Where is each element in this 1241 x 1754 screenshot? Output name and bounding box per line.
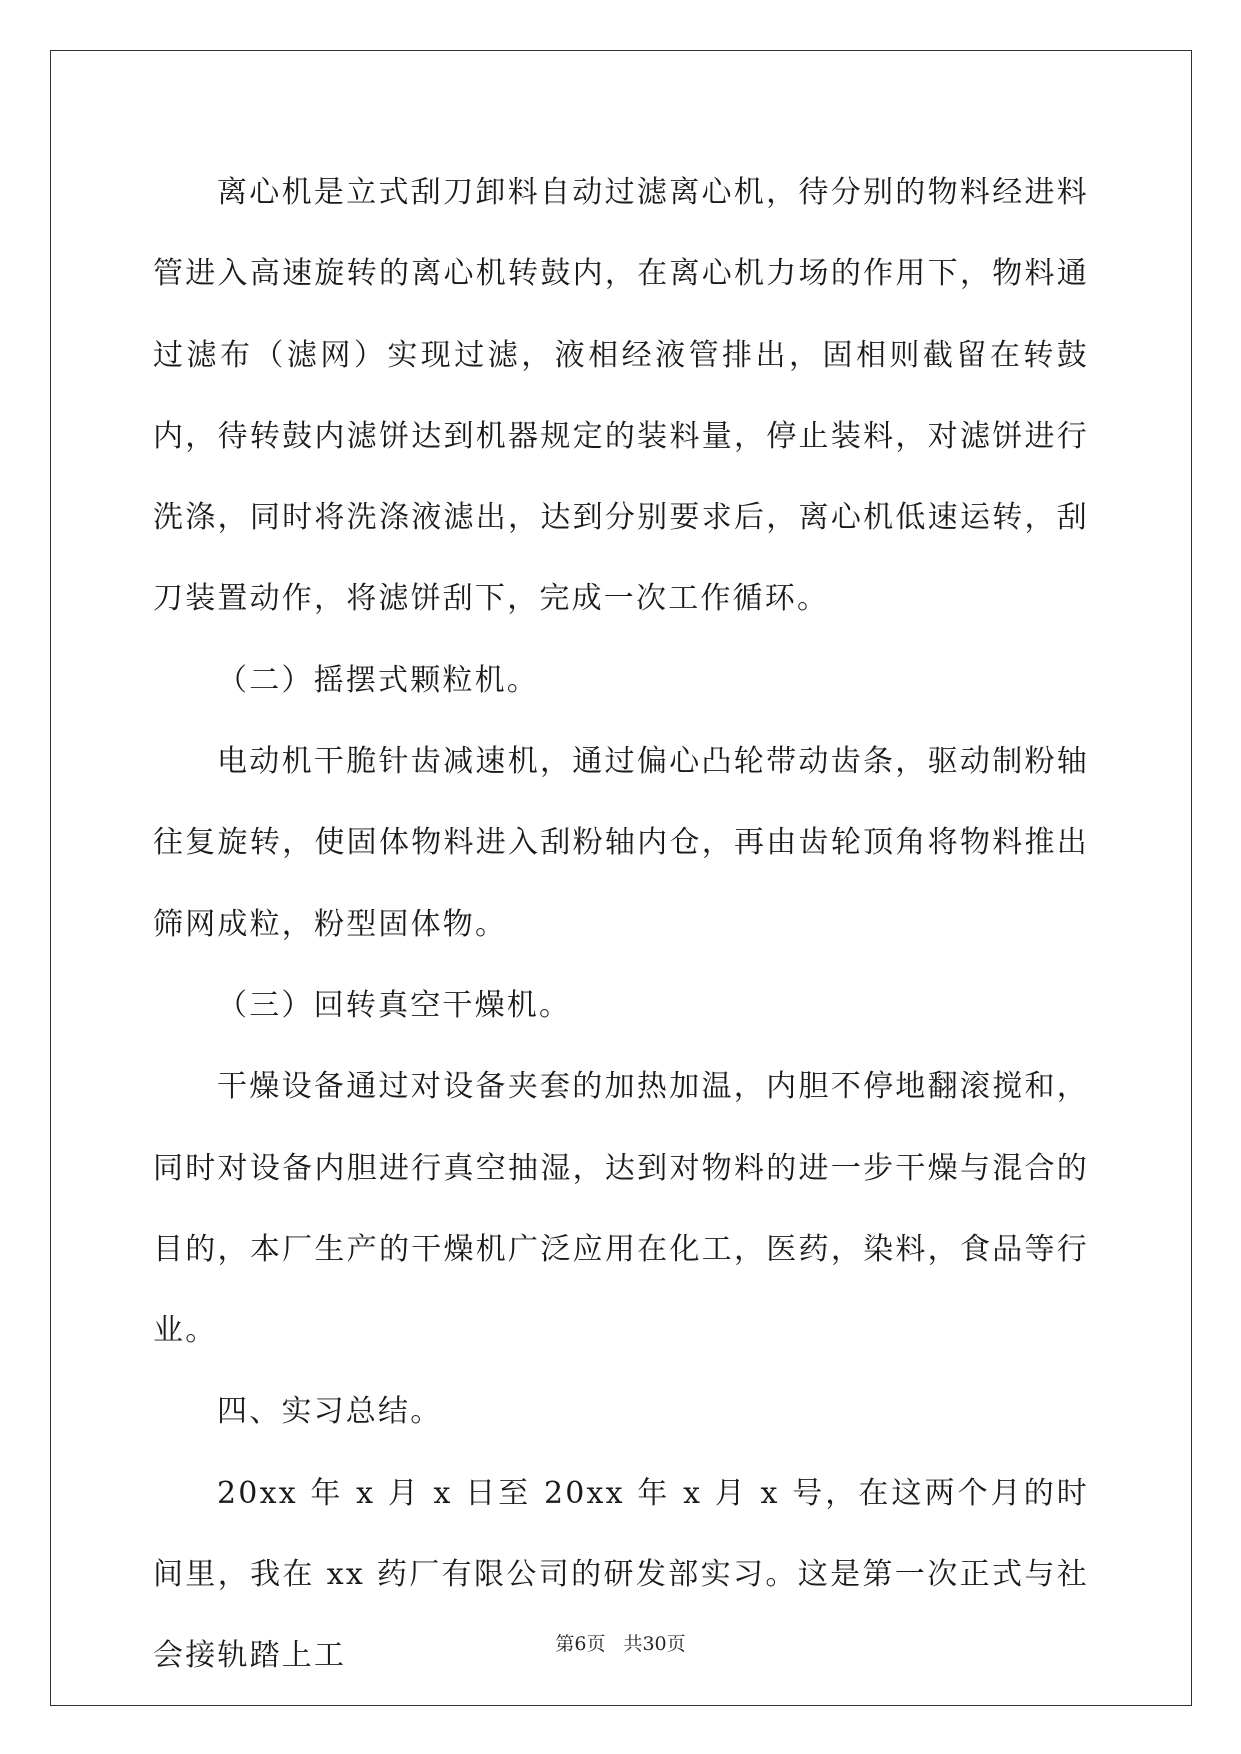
paragraph-dryer: 干燥设备通过对设备夹套的加热加温，内胆不停地翻滚搅和，同时对设备内胆进行真空抽湿，达到对物料的进一步干燥与混合的目的，本厂生产的干燥机广泛应用在化工，医药，染料，食品等行业。	[153, 1069, 1089, 1349]
heading-rotary-vacuum-dryer: （三）回转真空干燥机。	[217, 987, 572, 1023]
total-page-count: 共30页	[623, 1633, 686, 1655]
paragraph-summary: 20xx 年 x 月 x 日至 20xx 年 x 月 x 号，在这两个月的时间里，我在 xx 药厂有限公司的研发部实习。这是第一次正式与社会接轨踏上工	[153, 1475, 1089, 1674]
current-page-number: 第6页	[555, 1633, 606, 1655]
document-body	[153, 152, 1089, 1697]
paragraph-centrifuge: 离心机是立式刮刀卸料自动过滤离心机，待分别的物料经进料管进入高速旋转的离心机转鼓内，在离心机力场的作用下，物料通过滤布（滤网）实现过滤，液相经液管排出，固相则截留在转鼓内，待转鼓内滤饼达到机器规定的装料量，停止装料，对滤饼进行洗涤，同时将洗涤液滤出，达到分别要求后，离心机低速运转，刮刀装置动作，将滤饼刮下，完成一次工作循环。	[153, 175, 1089, 617]
heading-swing-granulator: （二）摇摆式颗粒机。	[217, 662, 539, 698]
heading-internship-summary: 四、实习总结。	[217, 1394, 443, 1430]
page-footer	[0, 1632, 1241, 1656]
paragraph-granulator: 电动机干脆针齿减速机，通过偏心凸轮带动齿条，驱动制粉轴往复旋转，使固体物料进入刮粉轴内仓，再由齿轮顶角将物料推出筛网成粒，粉型固体物。	[153, 744, 1089, 942]
